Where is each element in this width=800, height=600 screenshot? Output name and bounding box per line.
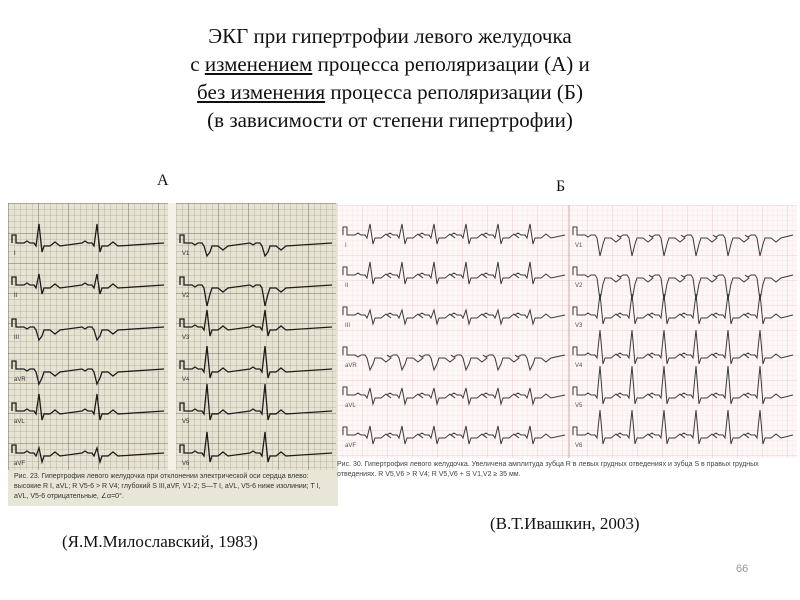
lead-label-b-I: I bbox=[345, 243, 347, 249]
ecg-panel-a bbox=[8, 203, 338, 471]
title-underlined-change: изменением bbox=[204, 52, 313, 76]
lead-label-a-aVR: aVR bbox=[14, 377, 26, 383]
figure-caption-b: Рис. 30. Гипертрофия левого желудочка. Увеличена амплитуда зубца R в левых грудных отведениях и зубца S в правых грудных отведениях. R V5,V6 > R V4; R V5,V6 + S V1,V2 ≥ 35 мм. bbox=[337, 461, 759, 478]
lead-label-b-aVR: aVR bbox=[345, 363, 357, 369]
lead-label-a-II: II bbox=[14, 293, 18, 299]
panel-label-b: Б bbox=[556, 178, 566, 195]
lead-label-b-aVF: aVF bbox=[345, 443, 357, 449]
slide-title bbox=[0, 22, 780, 134]
lead-label-a-V5: V5 bbox=[182, 419, 190, 425]
lead-label-a-III: III bbox=[14, 335, 20, 341]
lead-label-a-aVF: aVF bbox=[14, 461, 26, 467]
lead-label-a-V2: V2 bbox=[182, 293, 190, 299]
title-line-1: ЭКГ при гипертрофии левого желудочка bbox=[208, 24, 572, 48]
lead-label-a-I: I bbox=[14, 251, 16, 257]
title-line-3-suffix: процесса реполяризации (Б) bbox=[325, 80, 583, 104]
lead-label-a-aVL: aVL bbox=[14, 419, 25, 425]
ecg-panel-b bbox=[337, 205, 797, 458]
title-line-2 bbox=[0, 50, 780, 78]
lead-label-b-V3: V3 bbox=[575, 323, 583, 329]
lead-label-b-aVL: aVL bbox=[345, 403, 356, 409]
lead-label-b-III: III bbox=[345, 323, 351, 329]
citation-a: (Я.М.Милославский, 1983) bbox=[62, 532, 258, 551]
lead-label-a-V4: V4 bbox=[182, 377, 190, 383]
lead-label-b-V6: V6 bbox=[575, 443, 583, 449]
lead-label-b-V5: V5 bbox=[575, 403, 583, 409]
lead-label-b-II: II bbox=[345, 283, 349, 289]
panel-label-a: А bbox=[157, 172, 169, 189]
title-line-4: (в зависимости от степени гипертрофии) bbox=[207, 108, 573, 132]
title-line-2-suffix: процесса реполяризации (А) и bbox=[312, 52, 590, 76]
lead-label-a-V6: V6 bbox=[182, 461, 190, 467]
title-line-3 bbox=[0, 78, 780, 106]
page-number: 66 bbox=[736, 563, 749, 575]
lead-label-a-V1: V1 bbox=[182, 251, 190, 257]
title-underlined-nochange: без изменения bbox=[197, 80, 326, 104]
lead-label-b-V4: V4 bbox=[575, 363, 583, 369]
lead-label-b-V1: V1 bbox=[575, 243, 583, 249]
lead-label-b-V2: V2 bbox=[575, 283, 583, 289]
lead-label-a-V3: V3 bbox=[182, 335, 190, 341]
figure-caption-a: Рис. 23. Гипертрофия левого желудочка при отклонении электрической оси сердца влево: высокие R I, aVL; R V5-6 > R V4; глубокий S III,aVF, V1-2; S—T I, aVL, V5-6 ниже изолинии; T I, aVL, V5-6 отрицательные, ∠α=0°. bbox=[8, 470, 338, 506]
citation-b: (В.Т.Ивашкин, 2003) bbox=[490, 514, 640, 533]
title-line-2-prefix: с bbox=[190, 52, 205, 76]
